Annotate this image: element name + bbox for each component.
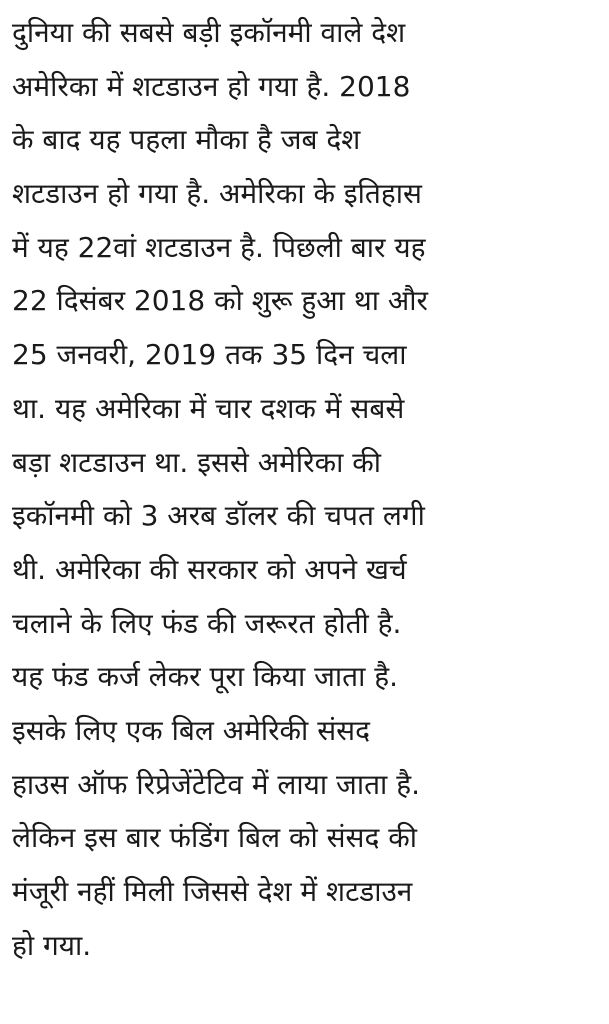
article-line: शटडाउन हो गया है. अमेरिका के इतिहास xyxy=(12,177,422,211)
article-line: 22 दिसंबर 2018 को शुरू हुआ था और xyxy=(12,284,428,318)
article-line: चलाने के लिए फंड की जरूरत होती है. xyxy=(12,606,402,640)
article-line: बड़ा शटडाउन था. इससे अमेरिका की xyxy=(12,445,381,479)
article-text xyxy=(12,6,601,972)
article-line: अमेरिका में शटडाउन हो गया है. 2018 xyxy=(12,69,411,103)
article-line: दुनिया की सबसे बड़ी इकॉनमी वाले देश xyxy=(12,16,406,49)
article-line: था. यह अमेरिका में चार दशक में सबसे xyxy=(12,391,405,425)
article-line: यह फंड कर्ज लेकर पूरा किया जाता है. xyxy=(12,660,399,694)
article-line: इकॉनमी को 3 अरब डॉलर की चपत लगी xyxy=(12,499,425,533)
article-line: हाउस ऑफ रिप्रेजेंटेटिव में लाया जाता है. xyxy=(12,767,420,801)
article-line: इसके लिए एक बिल अमेरिकी संसद xyxy=(12,713,370,747)
article-line: हो गया. xyxy=(12,928,92,962)
article-line: मंजूरी नहीं मिली जिससे देश में शटडाउन xyxy=(12,875,413,908)
article-line: 25 जनवरी, 2019 तक 35 दिन चला xyxy=(12,338,407,372)
article-line: थी. अमेरिका की सरकार को अपने खर्च xyxy=(12,552,407,586)
article-line: के बाद यह पहला मौका है जब देश xyxy=(12,123,361,157)
article-line: लेकिन इस बार फंडिंग बिल को संसद की xyxy=(12,821,417,855)
article-line: में यह 22वां शटडाउन है. पिछली बार यह xyxy=(12,230,426,264)
